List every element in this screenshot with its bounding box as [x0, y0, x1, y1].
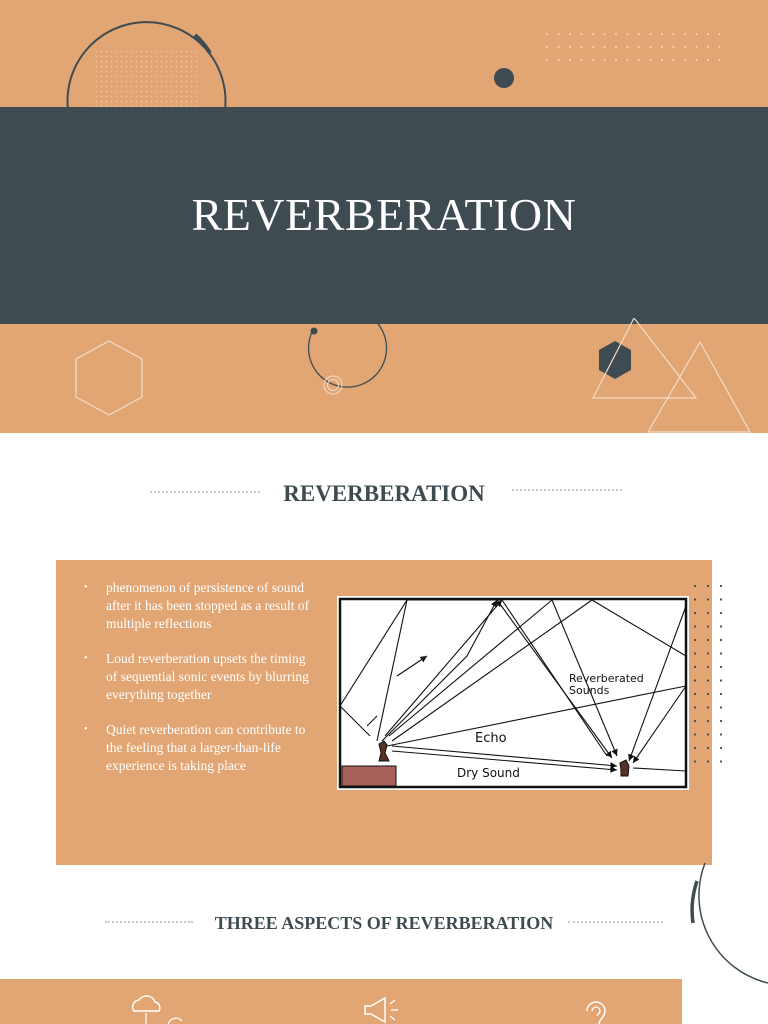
dry-sound-label: Dry Sound — [457, 766, 520, 780]
triangle-outlines — [590, 318, 760, 433]
aspects-title: THREE ASPECTS OF REVERBERATION — [214, 913, 554, 933]
bullet-list — [84, 579, 314, 792]
decorative-circle-small — [303, 310, 398, 400]
list-item: • Loud reverberation upsets the timing of sequential sonic events by blurring everything together — [84, 650, 314, 704]
reverberated-label-2: Sounds — [569, 684, 610, 697]
reverberation-diagram — [337, 596, 689, 790]
section-title: REVERBERATION — [283, 481, 485, 506]
decorative-dot-column — [692, 583, 732, 763]
ear-icon — [580, 997, 610, 1024]
page-title: REVERBERATION — [191, 189, 577, 240]
list-item: • Quiet reverberation can contribute to the feeling that a larger-than-life experience is taking place — [84, 721, 314, 775]
decorative-circle — [60, 15, 235, 115]
echo-label: Echo — [475, 731, 507, 746]
hexagon-outline — [72, 338, 146, 418]
divider-right — [512, 489, 622, 491]
content-slide — [0, 433, 768, 1024]
cloud-icon — [128, 993, 188, 1024]
divider-right-2 — [568, 921, 663, 923]
listener-figure-icon — [620, 760, 629, 776]
title-slide — [0, 0, 768, 433]
decorative-dot — [493, 67, 515, 89]
megaphone-icon — [362, 996, 404, 1024]
list-item: • phenomenon of persistence of sound after it has been stopped as a result of multiple reflections — [84, 579, 314, 633]
decorative-dot-grid — [545, 32, 725, 72]
reverberated-label-1: Reverberated — [569, 672, 644, 685]
